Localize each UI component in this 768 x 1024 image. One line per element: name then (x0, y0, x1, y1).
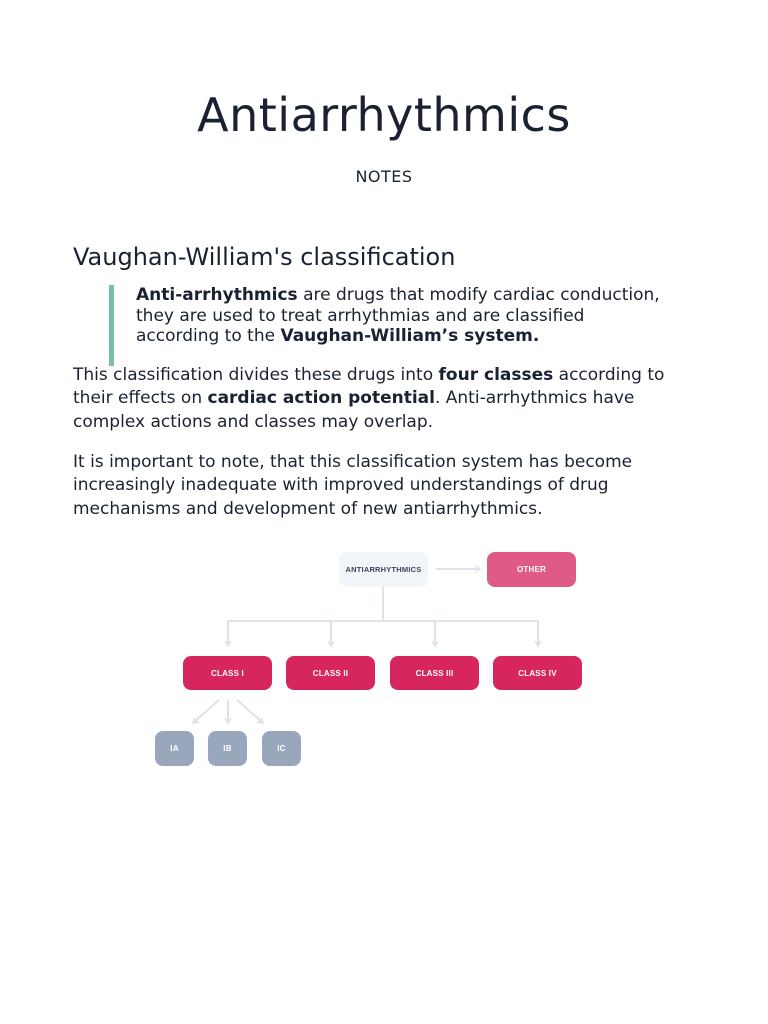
quote-term: Anti-arrhythmics (136, 285, 298, 305)
p1-text-3: . Anti-arrhythmics have complex actions and classes may overlap. (73, 388, 635, 432)
paragraph-classification (73, 364, 703, 434)
diagram-node-ic: IC (262, 731, 301, 766)
diagram-node-antiarrhythmics: ANTIARRHYTHMICS (339, 552, 428, 587)
page-title: Antiarrhythmics (197, 88, 571, 142)
diagram-node-other: OTHER (487, 552, 576, 587)
page-subtitle: NOTES (355, 167, 413, 186)
p1-text-1: This classification divides these drugs into (73, 365, 439, 385)
diagram-node-ib: IB (208, 731, 247, 766)
diagram-node-class-iii: CLASS III (390, 656, 479, 690)
section-heading: Vaughan-William's classification (73, 243, 456, 271)
paragraph-note: It is important to note, that this classification system has become increasingly inadequate with improved understandings of drug mechanisms and development of new antiarrhythmics. (73, 452, 633, 519)
diagram-node-class-iv: CLASS IV (493, 656, 582, 690)
diagram-node-ia: IA (155, 731, 194, 766)
arrow-to-ic (237, 700, 263, 723)
p1-text-2: according to their effects on (73, 365, 665, 409)
diagram-node-class-i: CLASS I (183, 656, 272, 690)
diagram-node-class-ii: CLASS II (286, 656, 375, 690)
p1-bold-four-classes: four classes (438, 365, 554, 385)
arrow-to-ia (193, 700, 219, 723)
definition-blockquote (109, 285, 669, 366)
p1-bold-action-potential: cardiac action potential (207, 388, 435, 409)
quote-system: Vaughan-William’s system. (280, 326, 540, 346)
quote-text: are drugs that modify cardiac conduction, they are used to treat arrhythmias and are classified according to the (136, 285, 660, 346)
